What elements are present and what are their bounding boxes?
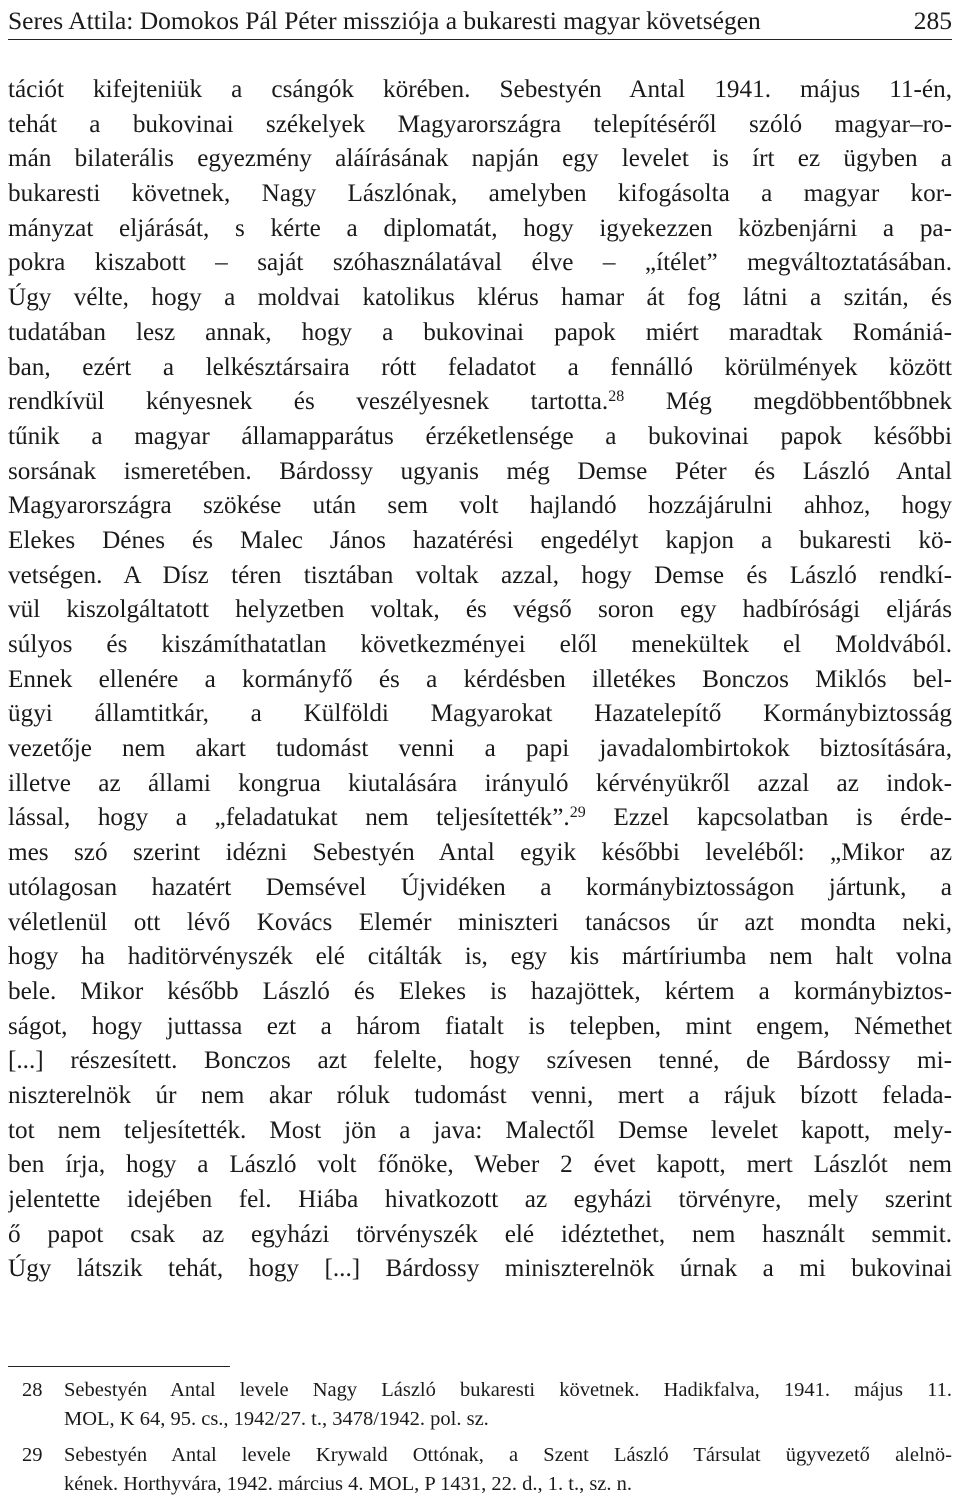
text-line: Elekes Dénes és Malec János hazatérési engedélyt kapjon a bukaresti kö- — [8, 526, 952, 554]
footnote-line: Sebestyén Antal levele Krywald Ottónak, a Szent László Társulat ügyvezető alelnö- — [64, 1444, 952, 1466]
footnote-28 — [8, 1376, 952, 1433]
text-line: tációt kifejteniük a csángók körében. Sebestyén Antal 1941. május 11-én, — [8, 76, 952, 103]
text-line: illetve az állami kongrua kiutalására irányuló kérvényükről azzal az indok- — [8, 769, 952, 797]
footnote-ref-29[interactable]: 29 — [569, 804, 586, 822]
text-line: ságot, hogy juttassa ezt a három fiatalt is telepben, mint engem, Némethet — [8, 1012, 952, 1040]
text-line: tűnik a magyar államapparátus érzéketlensége a bukovinai papok későbbi — [8, 422, 952, 450]
text-line-tail: Még megdöbbentőbbnek — [624, 388, 952, 416]
text-line: pokra kiszabott – saját szóhasználatával élve – „ítélet” megváltoztatásában. — [8, 249, 952, 277]
text-line-with-footnote-29 — [8, 801, 952, 836]
text-line: Magyarországra szökése után sem volt hajlandó hozzájárulni ahhoz, hogy — [8, 492, 952, 520]
footnote-line: Sebestyén Antal levele Nagy László bukaresti követnek. Hadikfalva, 1941. május 11. — [64, 1379, 952, 1401]
text-line-with-footnote-28 — [8, 385, 952, 420]
text-line: ő papot csak az egyházi törvényszék elé idéztethet, nem használt semmit. — [8, 1220, 952, 1248]
text-line: Úgy látszik tehát, hogy [...] Bárdossy miniszterelnök úrnak a mi bukovinai — [8, 1255, 952, 1283]
text-line-head: rendkívül kényesnek és veszélyesnek tartotta. — [8, 388, 609, 416]
text-line: Ennek ellenére a kormányfő és a kérdésben illetékes Bonczos Miklós bel- — [8, 665, 952, 693]
text-line: mányzat eljárását, s kérte a diplomatát, hogy igyekezzen közbenjárni a pa- — [8, 214, 952, 242]
text-line: utólagosan hazatért Demsével Újvidéken a kormánybiztosságon jártunk, a — [8, 873, 952, 901]
footnote-body — [64, 1441, 952, 1498]
text-line: vezetője nem akart tudomást venni a papi javadalombirtokok biztosítására, — [8, 735, 952, 763]
running-head-title: Seres Attila: Domokos Pál Péter missziója a bukaresti magyar követségen — [8, 6, 761, 35]
text-line: sorsának ismeretében. Bárdossy ugyanis még Demse Péter és László Antal — [8, 457, 952, 485]
footnote-divider — [8, 1366, 230, 1367]
text-line: súlyos és kiszámíthatatlan következményei elől menekültek el Moldvából. — [8, 631, 952, 658]
footnote-line: MOL, K 64, 95. cs., 1942/27. t., 3478/1942. pol. sz. — [64, 1407, 489, 1430]
text-line-head: lással, hogy a „feladatukat nem teljesítették”. — [8, 804, 570, 832]
text-line: hogy ha haditörvényszék elé citálták is, egy kis mártíriumba nem halt volna — [8, 943, 952, 971]
text-line: véletlenül ott lévő Kovács Elemér miniszteri tanácsos úr azt mondta neki, — [8, 908, 952, 936]
text-line-tail: Ezzel kapcsolatban is érde- — [585, 804, 952, 832]
text-line: vül kiszolgáltatott helyzetben voltak, és végső soron egy hadbírósági eljárás — [8, 596, 952, 624]
text-line: tudatában lesz annak, hogy a bukovinai papok miért maradtak Romániá- — [8, 318, 952, 346]
text-line: tehát a bukovinai székelyek Magyarországra telepítéséről szóló magyar–ro- — [8, 110, 952, 138]
text-line: mes szó szerint idézni Sebestyén Antal egyik későbbi leveléből: „Mikor az — [8, 839, 952, 867]
body-text — [8, 73, 952, 1363]
text-line: Úgy vélte, hogy a moldvai katolikus klérus hamar át fog látni a szitán, és — [8, 284, 952, 312]
text-line: bele. Mikor később László és Elekes is hazajöttek, kértem a kormánybiztos- — [8, 977, 952, 1005]
footnote-body — [64, 1376, 952, 1433]
text-line: ügyi államtitkár, a Külföldi Magyarokat Hazatelepítő Kormánybiztosság — [8, 700, 952, 728]
text-line: bukaresti követnek, Nagy Lászlónak, amelyben kifogásolta a magyar kor- — [8, 180, 952, 208]
running-head — [8, 4, 952, 40]
footnote-29 — [8, 1441, 952, 1498]
text-line: mán bilaterális egyezmény aláírásának napján egy levelet is írt ez ügyben a — [8, 145, 952, 173]
text-line: vetségen. A Dísz téren tisztában voltak azzal, hogy Demse és László rendkí- — [8, 561, 952, 589]
footnote-ref-28[interactable]: 28 — [608, 388, 625, 406]
text-line: niszterelnök úr nem akar róluk tudomást venni, mert a rájuk bízott felada- — [8, 1081, 952, 1109]
text-line: ban, ezért a lelkésztársaira rótt feladatot a fennálló körülmények között — [8, 353, 952, 381]
footnote-line: kének. Horthyvára, 1942. március 4. MOL, P 1431, 22. d., 1. t., sz. n. — [64, 1472, 633, 1495]
footnotes — [8, 1376, 952, 1506]
text-line: jelentette idejében fel. Hiába hivatkozott az egyházi törvényre, mely szerint — [8, 1186, 952, 1213]
footnote-number: 29 — [22, 1444, 43, 1466]
page-number: 285 — [913, 6, 952, 35]
text-line: ben írja, hogy a László volt főnöke, Weber 2 évet kapott, mert Lászlót nem — [8, 1151, 952, 1179]
text-line: [...] részesített. Bonczos azt felelte, hogy szívesen tenné, de Bárdossy mi- — [8, 1047, 952, 1075]
text-line: tot nem teljesítették. Most jön a java: Malectől Demse levelet kapott, mely- — [8, 1116, 952, 1144]
footnote-number: 28 — [22, 1379, 43, 1401]
